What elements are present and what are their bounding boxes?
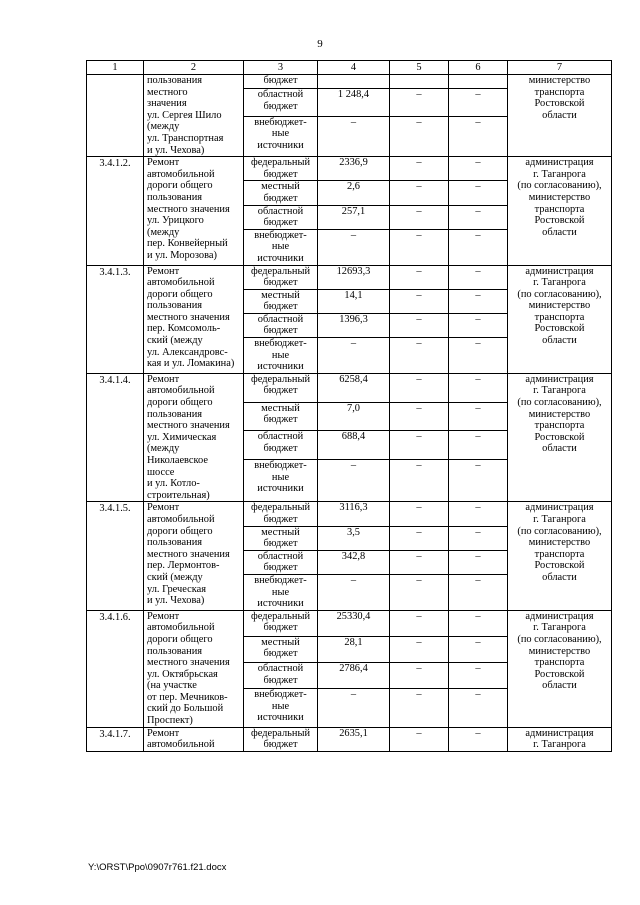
amount-value: 3116,3 xyxy=(318,502,390,526)
funding-row xyxy=(87,373,612,402)
amount-value: – xyxy=(318,338,390,374)
header-cell-3: 3 xyxy=(244,61,318,75)
item-description: Ремонт автомобильной дороги общего пользования местного значения пер. Лермонтов- ский (между ул. Греческая и ул. Чехова) xyxy=(144,502,244,610)
col5-value: – xyxy=(390,289,449,313)
funding-source: местный бюджет xyxy=(244,402,318,431)
col5-value: – xyxy=(390,313,449,337)
header-cell-5: 5 xyxy=(390,61,449,75)
col6-value: – xyxy=(449,662,508,688)
col5-value: – xyxy=(390,265,449,289)
program-table xyxy=(86,60,612,752)
col5-value: – xyxy=(390,610,449,636)
item-number: 3.4.1.6. xyxy=(87,610,144,727)
funding-row xyxy=(87,610,612,636)
executor: администрация г. Таганрога xyxy=(508,727,612,751)
col6-value: – xyxy=(449,459,508,501)
col5-value: – xyxy=(390,431,449,460)
amount-value: – xyxy=(318,229,390,265)
executor: администрация г. Таганрога (по согласованию), министерство транспорта Ростовской области xyxy=(508,502,612,610)
header-cell-4: 4 xyxy=(318,61,390,75)
col5-value: – xyxy=(390,338,449,374)
funding-source: федеральный бюджет xyxy=(244,373,318,402)
col6-value: – xyxy=(449,157,508,181)
col6-value: – xyxy=(449,636,508,662)
col5-value xyxy=(390,75,449,89)
funding-source: областной бюджет xyxy=(244,205,318,229)
col5-value: – xyxy=(390,459,449,501)
executor: администрация г. Таганрога (по согласованию), министерство транспорта Ростовской области xyxy=(508,157,612,265)
col6-value: – xyxy=(449,502,508,526)
col5-value: – xyxy=(390,636,449,662)
executor: министерство транспорта Ростовской области xyxy=(508,75,612,157)
amount-value: 6258,4 xyxy=(318,373,390,402)
item-description: Ремонт автомобильной дороги общего пользования местного значения ул. Октябрьская (на участке от пер. Мечников- ский до Большой Проспект) xyxy=(144,610,244,727)
col6-value: – xyxy=(449,229,508,265)
amount-value: 7,0 xyxy=(318,402,390,431)
amount-value: 1 248,4 xyxy=(318,89,390,116)
amount-value: 12693,3 xyxy=(318,265,390,289)
col5-value: – xyxy=(390,727,449,751)
funding-source: областной бюджет xyxy=(244,313,318,337)
item-number: 3.4.1.3. xyxy=(87,265,144,373)
funding-source: местный бюджет xyxy=(244,181,318,205)
funding-source: федеральный бюджет xyxy=(244,610,318,636)
item-number xyxy=(87,75,144,157)
col6-value: – xyxy=(449,574,508,610)
col6-value: – xyxy=(449,116,508,157)
funding-row xyxy=(87,727,612,751)
funding-row xyxy=(87,502,612,526)
item-number: 3.4.1.7. xyxy=(87,727,144,751)
amount-value: 28,1 xyxy=(318,636,390,662)
funding-source: областной бюджет xyxy=(244,550,318,574)
amount-value: 2786,4 xyxy=(318,662,390,688)
amount-value: 1396,3 xyxy=(318,313,390,337)
header-cell-6: 6 xyxy=(449,61,508,75)
col6-value: – xyxy=(449,373,508,402)
col5-value: – xyxy=(390,689,449,728)
funding-source: местный бюджет xyxy=(244,636,318,662)
funding-source: местный бюджет xyxy=(244,289,318,313)
col5-value: – xyxy=(390,502,449,526)
amount-value: 25330,4 xyxy=(318,610,390,636)
col5-value: – xyxy=(390,574,449,610)
funding-row xyxy=(87,265,612,289)
col5-value: – xyxy=(390,89,449,116)
col5-value: – xyxy=(390,373,449,402)
funding-source: федеральный бюджет xyxy=(244,727,318,751)
page-number: 9 xyxy=(317,38,323,50)
item-number: 3.4.1.5. xyxy=(87,502,144,610)
amount-value: 14,1 xyxy=(318,289,390,313)
header-cell-2: 2 xyxy=(144,61,244,75)
col6-value: – xyxy=(449,338,508,374)
funding-source: внебюджет- ные источники xyxy=(244,116,318,157)
col5-value: – xyxy=(390,402,449,431)
funding-source: федеральный бюджет xyxy=(244,265,318,289)
executor: администрация г. Таганрога (по согласованию), министерство транспорта Ростовской области xyxy=(508,610,612,727)
item-description: Ремонт автомобильной xyxy=(144,727,244,751)
col6-value: – xyxy=(449,181,508,205)
funding-source: областной бюджет xyxy=(244,662,318,688)
funding-source: внебюджет- ные источники xyxy=(244,338,318,374)
executor: администрация г. Таганрога (по согласованию), министерство транспорта Ростовской области xyxy=(508,373,612,502)
header-row xyxy=(87,61,612,75)
file-path-footer: Y:\ORST\Ppo\0907r761.f21.docx xyxy=(88,862,227,873)
amount-value: 688,4 xyxy=(318,431,390,460)
col6-value: – xyxy=(449,526,508,550)
amount-value: 2,6 xyxy=(318,181,390,205)
col5-value: – xyxy=(390,229,449,265)
col6-value: – xyxy=(449,402,508,431)
col6-value: – xyxy=(449,431,508,460)
col6-value: – xyxy=(449,727,508,751)
funding-source: внебюджет- ные источники xyxy=(244,689,318,728)
funding-source: внебюджет- ные источники xyxy=(244,459,318,501)
col6-value: – xyxy=(449,689,508,728)
item-description: Ремонт автомобильной дороги общего пользования местного значения ул. Химическая (между Николаевское шоссе и ул. Котло- строительная) xyxy=(144,373,244,502)
col6-value: – xyxy=(449,205,508,229)
item-description: пользования местного значения ул. Сергея Шило (между ул. Транспортная и ул. Чехова) xyxy=(144,75,244,157)
funding-source: бюджет xyxy=(244,75,318,89)
col5-value: – xyxy=(390,526,449,550)
amount-value xyxy=(318,75,390,89)
col5-value: – xyxy=(390,181,449,205)
header-cell-7: 7 xyxy=(508,61,612,75)
item-description: Ремонт автомобильной дороги общего пользования местного значения ул. Урицкого (между пер. Конвейерный и ул. Морозова) xyxy=(144,157,244,265)
executor: администрация г. Таганрога (по согласованию), министерство транспорта Ростовской области xyxy=(508,265,612,373)
col6-value: – xyxy=(449,610,508,636)
col6-value xyxy=(449,75,508,89)
col5-value: – xyxy=(390,662,449,688)
amount-value: 2336,9 xyxy=(318,157,390,181)
funding-row xyxy=(87,75,612,89)
col6-value: – xyxy=(449,289,508,313)
funding-source: внебюджет- ные источники xyxy=(244,574,318,610)
col6-value: – xyxy=(449,265,508,289)
col6-value: – xyxy=(449,550,508,574)
col6-value: – xyxy=(449,313,508,337)
amount-value: 2635,1 xyxy=(318,727,390,751)
funding-source: федеральный бюджет xyxy=(244,157,318,181)
amount-value: – xyxy=(318,574,390,610)
table-body xyxy=(87,61,612,752)
col5-value: – xyxy=(390,116,449,157)
funding-row xyxy=(87,157,612,181)
funding-source: федеральный бюджет xyxy=(244,502,318,526)
funding-source: областной бюджет xyxy=(244,89,318,116)
amount-value: 342,8 xyxy=(318,550,390,574)
item-description: Ремонт автомобильной дороги общего пользования местного значения пер. Комсомоль- ский (между ул. Александровс- кая и ул. Ломакина) xyxy=(144,265,244,373)
header-cell-1: 1 xyxy=(87,61,144,75)
col5-value: – xyxy=(390,157,449,181)
amount-value: 257,1 xyxy=(318,205,390,229)
amount-value: 3,5 xyxy=(318,526,390,550)
item-number: 3.4.1.2. xyxy=(87,157,144,265)
funding-source: местный бюджет xyxy=(244,526,318,550)
col6-value: – xyxy=(449,89,508,116)
item-number: 3.4.1.4. xyxy=(87,373,144,502)
funding-source: внебюджет- ные источники xyxy=(244,229,318,265)
amount-value: – xyxy=(318,116,390,157)
col5-value: – xyxy=(390,205,449,229)
amount-value: – xyxy=(318,689,390,728)
funding-source: областной бюджет xyxy=(244,431,318,460)
col5-value: – xyxy=(390,550,449,574)
amount-value: – xyxy=(318,459,390,501)
